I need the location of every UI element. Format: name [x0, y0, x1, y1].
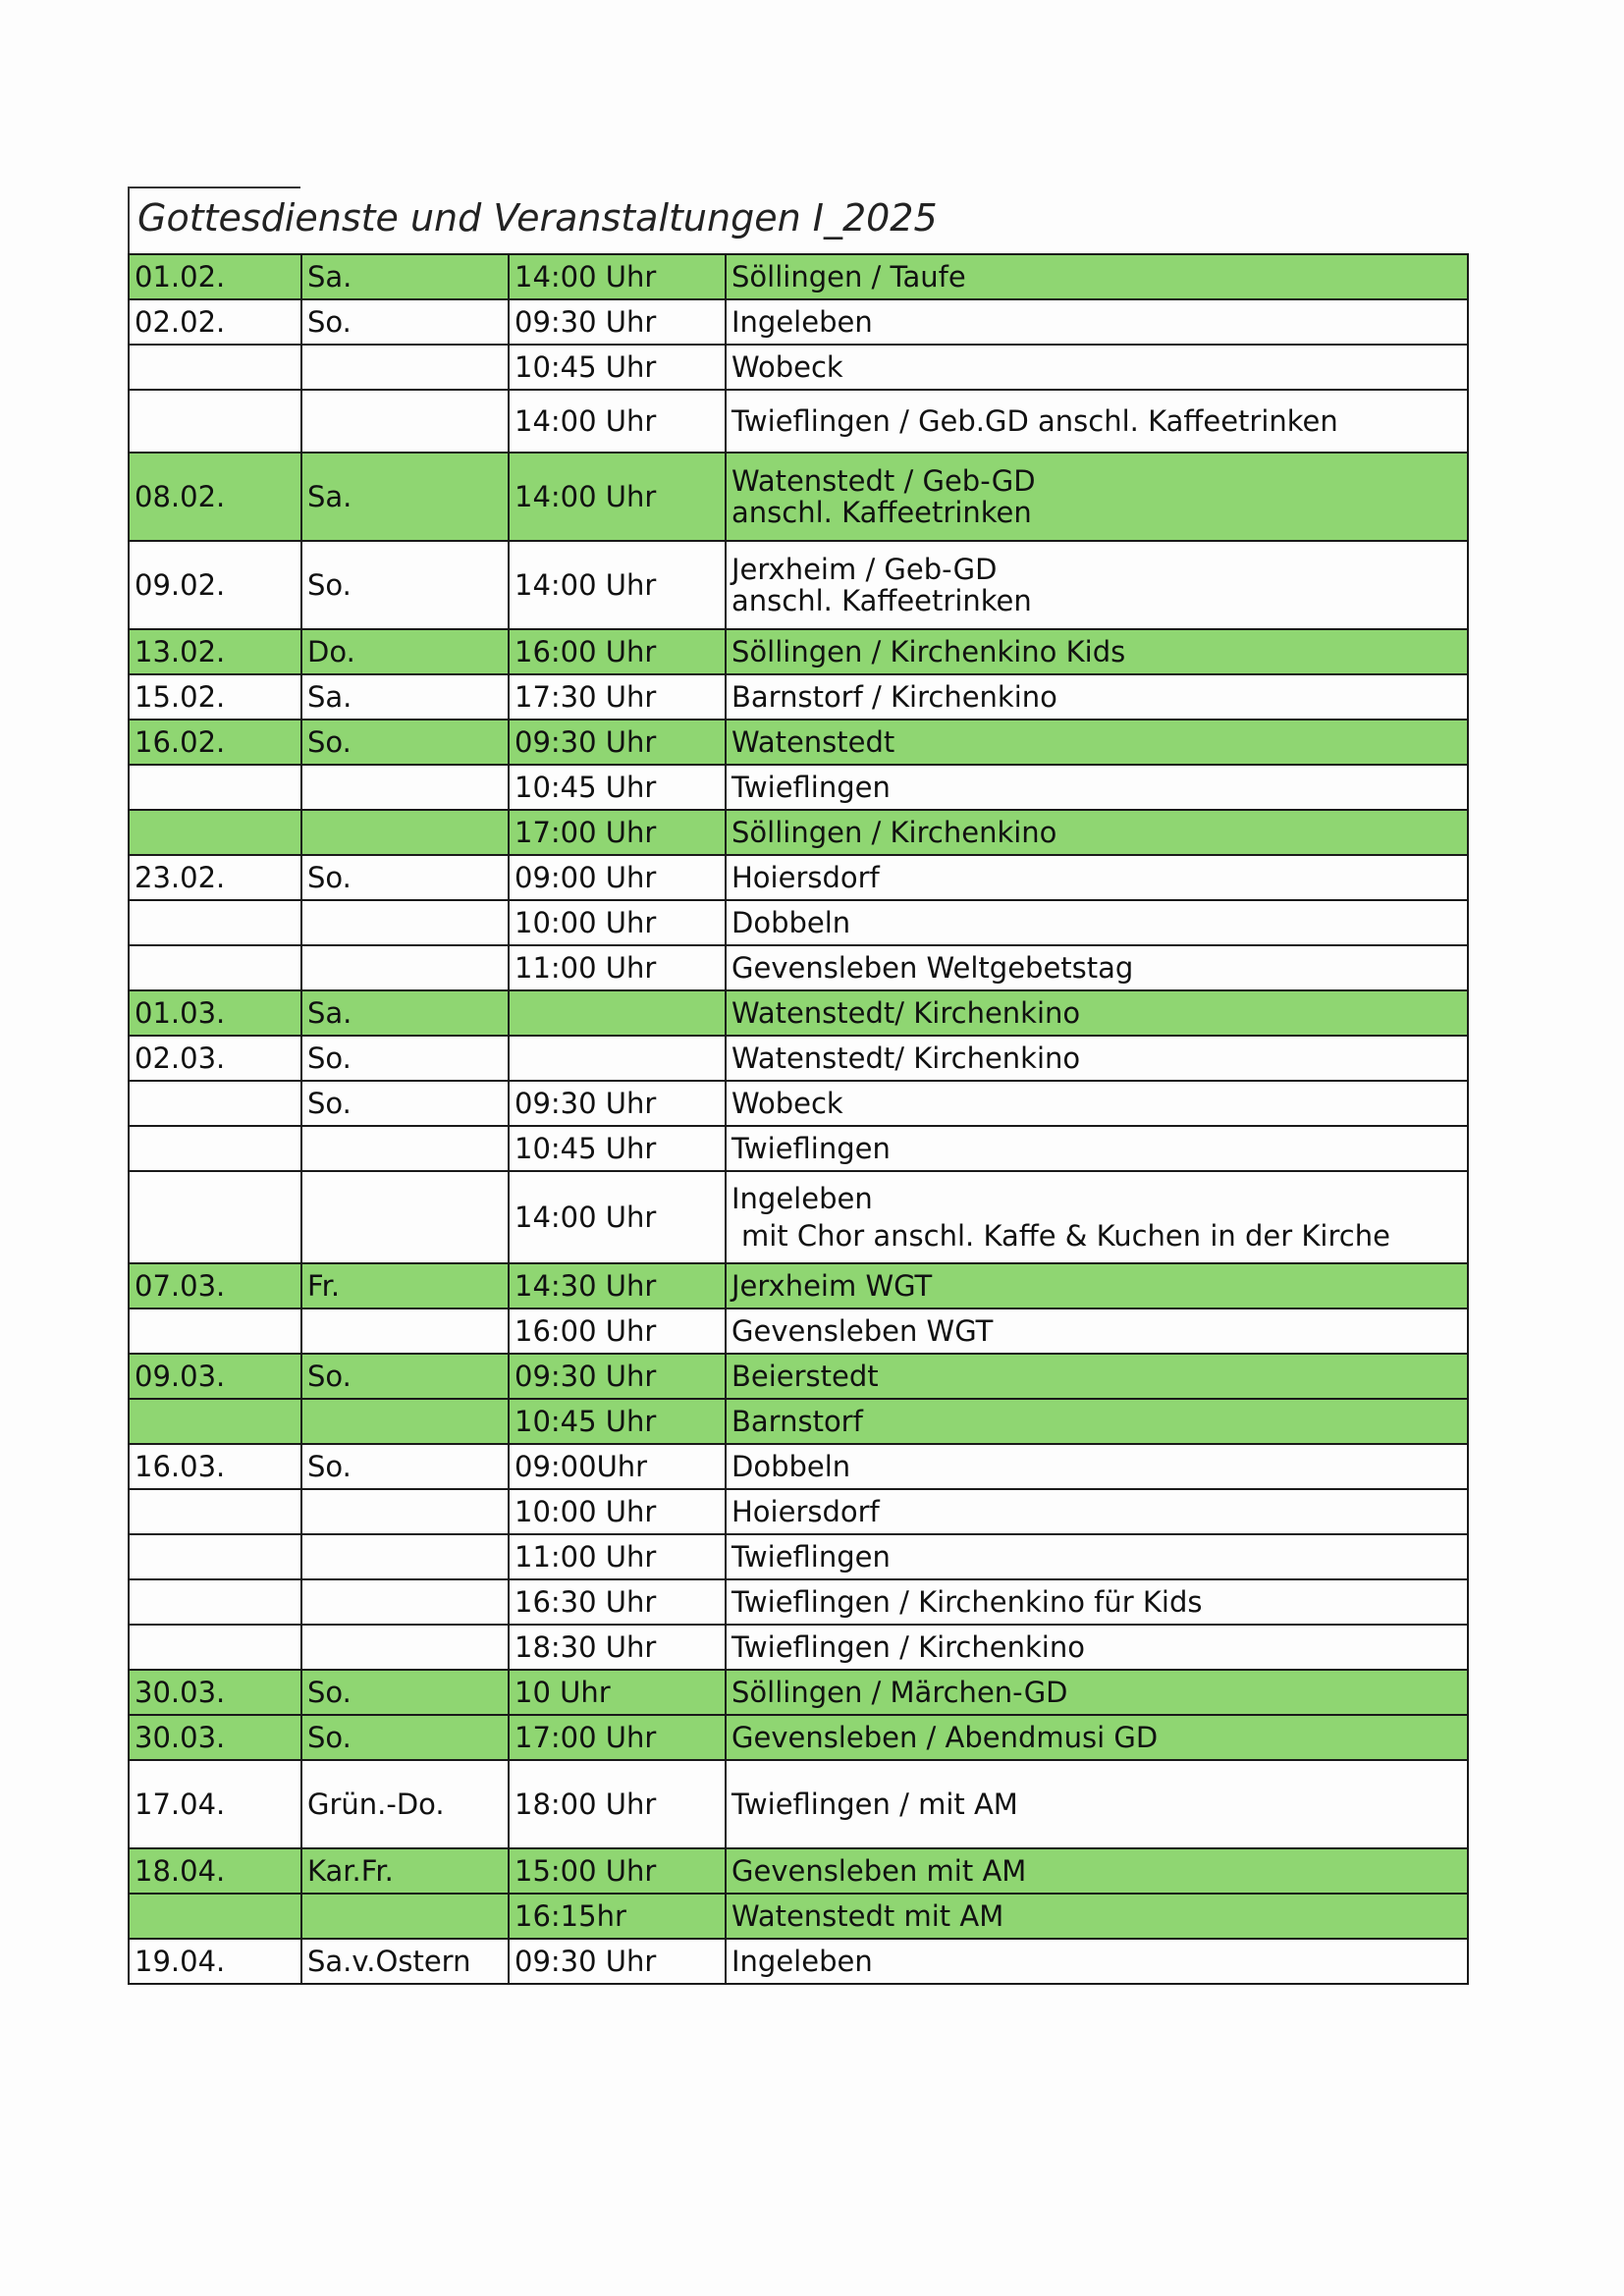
time-cell: 14:00 Uhr	[509, 1171, 726, 1263]
date-cell: 08.02.	[129, 453, 301, 541]
schedule-row	[129, 855, 1468, 900]
schedule-row	[129, 810, 1468, 855]
event-cell	[726, 1171, 1468, 1263]
day-cell	[301, 1894, 509, 1939]
schedule-row	[129, 1939, 1468, 1984]
schedule-row	[129, 299, 1468, 345]
event-cell	[726, 1036, 1468, 1081]
event-text: Hoiersdorf	[731, 860, 880, 894]
day-cell: So.	[301, 299, 509, 345]
schedule-row	[129, 390, 1468, 453]
event-text: Twieflingen	[731, 1131, 891, 1165]
day-cell	[301, 1399, 509, 1444]
date-cell: 19.04.	[129, 1939, 301, 1984]
date-cell	[129, 765, 301, 810]
time-cell: 10:00 Uhr	[509, 900, 726, 945]
event-cell	[726, 1670, 1468, 1715]
schedule-row	[129, 1534, 1468, 1579]
time-cell: 18:00 Uhr	[509, 1760, 726, 1848]
time-cell: 18:30 Uhr	[509, 1625, 726, 1670]
event-cell	[726, 1939, 1468, 1984]
event-text: Twieflingen / mit AM	[731, 1787, 1018, 1821]
day-cell	[301, 345, 509, 390]
time-cell: 16:00 Uhr	[509, 1308, 726, 1354]
title-corner-line	[128, 187, 300, 188]
event-text: Barnstorf / Kirchenkino	[731, 679, 1057, 714]
event-cell	[726, 1894, 1468, 1939]
schedule-row	[129, 674, 1468, 720]
time-cell: 10:00 Uhr	[509, 1489, 726, 1534]
event-cell	[726, 1354, 1468, 1399]
schedule-body	[129, 254, 1468, 1984]
day-cell	[301, 1171, 509, 1263]
event-cell	[726, 1625, 1468, 1670]
schedule-row	[129, 1670, 1468, 1715]
date-cell: 09.03.	[129, 1354, 301, 1399]
event-cell	[726, 765, 1468, 810]
schedule-row	[129, 1625, 1468, 1670]
day-cell	[301, 1489, 509, 1534]
event-cell	[726, 1081, 1468, 1126]
event-cell	[726, 390, 1468, 453]
time-cell: 14:00 Uhr	[509, 541, 726, 629]
day-cell: Sa.	[301, 254, 509, 299]
time-cell: 09:00Uhr	[509, 1444, 726, 1489]
event-cell	[726, 541, 1468, 629]
time-cell: 17:30 Uhr	[509, 674, 726, 720]
event-text: Twieflingen	[731, 770, 891, 804]
time-cell: 11:00 Uhr	[509, 945, 726, 990]
date-cell	[129, 810, 301, 855]
time-cell: 09:30 Uhr	[509, 1081, 726, 1126]
time-cell: 10 Uhr	[509, 1670, 726, 1715]
date-cell: 23.02.	[129, 855, 301, 900]
date-cell	[129, 1489, 301, 1534]
schedule-row	[129, 1894, 1468, 1939]
event-cell	[726, 1399, 1468, 1444]
date-cell: 16.02.	[129, 720, 301, 765]
time-cell: 09:30 Uhr	[509, 299, 726, 345]
day-cell: Do.	[301, 629, 509, 674]
day-cell: So.	[301, 1036, 509, 1081]
schedule-row	[129, 1760, 1468, 1848]
time-cell: 11:00 Uhr	[509, 1534, 726, 1579]
schedule-row	[129, 1444, 1468, 1489]
day-cell	[301, 1308, 509, 1354]
time-cell: 09:00 Uhr	[509, 855, 726, 900]
event-text: Hoiersdorf	[731, 1494, 880, 1528]
time-cell: 14:30 Uhr	[509, 1263, 726, 1308]
time-cell: 10:45 Uhr	[509, 765, 726, 810]
event-cell	[726, 1534, 1468, 1579]
event-text: Twieflingen / Geb.GD anschl. Kaffeetrinken	[731, 403, 1338, 438]
date-cell: 01.02.	[129, 254, 301, 299]
event-cell	[726, 1308, 1468, 1354]
event-text: Gevensleben WGT	[731, 1313, 994, 1348]
date-cell: 01.03.	[129, 990, 301, 1036]
date-cell	[129, 1171, 301, 1263]
schedule-row	[129, 990, 1468, 1036]
event-text: Wobeck	[731, 1086, 843, 1120]
schedule-row	[129, 1715, 1468, 1760]
event-text: Twieflingen / Kirchenkino für Kids	[731, 1584, 1203, 1619]
event-cell	[726, 855, 1468, 900]
date-cell	[129, 1534, 301, 1579]
date-cell	[129, 1579, 301, 1625]
event-cell	[726, 1848, 1468, 1894]
event-cell	[726, 1489, 1468, 1534]
schedule-row	[129, 720, 1468, 765]
date-cell	[129, 1625, 301, 1670]
event-cell	[726, 629, 1468, 674]
event-cell	[726, 720, 1468, 765]
date-cell: 16.03.	[129, 1444, 301, 1489]
event-cell	[726, 900, 1468, 945]
date-cell	[129, 945, 301, 990]
schedule-row	[129, 1579, 1468, 1625]
event-text: Gevensleben / Abendmusi GD	[731, 1720, 1159, 1754]
event-cell	[726, 1263, 1468, 1308]
time-cell: 09:30 Uhr	[509, 1354, 726, 1399]
day-cell: So.	[301, 1354, 509, 1399]
date-cell	[129, 1081, 301, 1126]
date-cell	[129, 1308, 301, 1354]
date-cell	[129, 390, 301, 453]
time-cell: 10:45 Uhr	[509, 1126, 726, 1171]
time-cell: 14:00 Uhr	[509, 453, 726, 541]
event-text: Dobbeln	[731, 905, 851, 939]
event-text: Watenstedt/ Kirchenkino	[731, 995, 1081, 1030]
event-cell	[726, 254, 1468, 299]
event-text: Ingeleben	[731, 304, 873, 339]
day-cell	[301, 1579, 509, 1625]
event-text: Watenstedt / Geb-GD	[731, 463, 1036, 498]
schedule-row	[129, 345, 1468, 390]
event-text-line2: anschl. Kaffeetrinken	[731, 496, 1032, 529]
event-text: Dobbeln	[731, 1449, 851, 1483]
event-text: Twieflingen / Kirchenkino	[731, 1629, 1085, 1664]
event-cell	[726, 810, 1468, 855]
day-cell: Kar.Fr.	[301, 1848, 509, 1894]
schedule-row	[129, 1081, 1468, 1126]
day-cell: So.	[301, 1670, 509, 1715]
event-cell	[726, 1715, 1468, 1760]
date-cell: 15.02.	[129, 674, 301, 720]
schedule-row	[129, 1489, 1468, 1534]
event-text: Söllingen / Taufe	[731, 259, 966, 294]
day-cell: Sa.	[301, 674, 509, 720]
event-text: Watenstedt	[731, 724, 895, 759]
date-cell	[129, 1399, 301, 1444]
event-cell	[726, 345, 1468, 390]
day-cell: Sa.v.Ostern	[301, 1939, 509, 1984]
date-cell	[129, 1126, 301, 1171]
day-cell: So.	[301, 541, 509, 629]
time-cell: 17:00 Uhr	[509, 810, 726, 855]
time-cell: 09:30 Uhr	[509, 720, 726, 765]
day-cell	[301, 390, 509, 453]
event-cell	[726, 1126, 1468, 1171]
event-cell	[726, 299, 1468, 345]
day-cell	[301, 945, 509, 990]
schedule-row	[129, 629, 1468, 674]
day-cell: So.	[301, 720, 509, 765]
schedule-row	[129, 900, 1468, 945]
date-cell	[129, 900, 301, 945]
day-cell: Fr.	[301, 1263, 509, 1308]
schedule-table	[128, 253, 1469, 1985]
event-text: Beierstedt	[731, 1359, 879, 1393]
date-cell: 18.04.	[129, 1848, 301, 1894]
date-cell: 02.02.	[129, 299, 301, 345]
time-cell: 10:45 Uhr	[509, 1399, 726, 1444]
time-cell: 17:00 Uhr	[509, 1715, 726, 1760]
schedule-row	[129, 1399, 1468, 1444]
day-cell	[301, 1534, 509, 1579]
title-corner-line	[128, 187, 130, 253]
day-cell	[301, 1126, 509, 1171]
time-cell: 14:00 Uhr	[509, 390, 726, 453]
event-text: Ingeleben	[731, 1181, 873, 1215]
event-text: Wobeck	[731, 349, 843, 384]
time-cell: 09:30 Uhr	[509, 1939, 726, 1984]
date-cell	[129, 345, 301, 390]
day-cell	[301, 810, 509, 855]
event-cell	[726, 674, 1468, 720]
schedule-row	[129, 1848, 1468, 1894]
schedule-row	[129, 1036, 1468, 1081]
time-cell: 16:15hr	[509, 1894, 726, 1939]
schedule-row	[129, 765, 1468, 810]
event-text: Watenstedt/ Kirchenkino	[731, 1041, 1081, 1075]
date-cell: 09.02.	[129, 541, 301, 629]
date-cell: 30.03.	[129, 1670, 301, 1715]
time-cell: 10:45 Uhr	[509, 345, 726, 390]
event-text: Twieflingen	[731, 1539, 891, 1574]
event-text-line2: mit Chor anschl. Kaffe & Kuchen in der Kirche	[741, 1219, 1390, 1253]
day-cell: So.	[301, 1081, 509, 1126]
schedule-row	[129, 1263, 1468, 1308]
event-text: Gevensleben mit AM	[731, 1853, 1027, 1888]
event-cell	[726, 990, 1468, 1036]
schedule-row	[129, 1354, 1468, 1399]
date-cell: 13.02.	[129, 629, 301, 674]
event-cell	[726, 945, 1468, 990]
time-cell: 15:00 Uhr	[509, 1848, 726, 1894]
event-cell	[726, 1760, 1468, 1848]
schedule-row	[129, 1126, 1468, 1171]
schedule-row	[129, 453, 1468, 541]
date-cell: 30.03.	[129, 1715, 301, 1760]
event-text: Söllingen / Kirchenkino	[731, 815, 1057, 849]
event-text: Ingeleben	[731, 1944, 873, 1978]
schedule-row	[129, 541, 1468, 629]
date-cell: 07.03.	[129, 1263, 301, 1308]
schedule-row	[129, 945, 1468, 990]
event-cell	[726, 1444, 1468, 1489]
event-text: Jerxheim / Geb-GD	[731, 552, 998, 586]
event-text: Jerxheim WGT	[731, 1268, 933, 1303]
time-cell	[509, 990, 726, 1036]
day-cell: Sa.	[301, 990, 509, 1036]
time-cell: 16:30 Uhr	[509, 1579, 726, 1625]
day-cell: Sa.	[301, 453, 509, 541]
schedule-row	[129, 1171, 1468, 1263]
page-title: Gottesdienste und Veranstaltungen I_2025	[137, 196, 938, 240]
time-cell	[509, 1036, 726, 1081]
date-cell: 02.03.	[129, 1036, 301, 1081]
event-cell	[726, 1579, 1468, 1625]
event-text: Barnstorf	[731, 1404, 863, 1438]
day-cell	[301, 900, 509, 945]
event-text: Watenstedt mit AM	[731, 1898, 1004, 1933]
event-cell	[726, 453, 1468, 541]
day-cell	[301, 765, 509, 810]
time-cell: 16:00 Uhr	[509, 629, 726, 674]
event-text: Söllingen / Kirchenkino Kids	[731, 634, 1126, 668]
event-text: Gevensleben Weltgebetstag	[731, 950, 1134, 985]
date-cell	[129, 1894, 301, 1939]
day-cell	[301, 1625, 509, 1670]
date-cell: 17.04.	[129, 1760, 301, 1848]
day-cell: So.	[301, 1715, 509, 1760]
event-text: Söllingen / Märchen-GD	[731, 1675, 1068, 1709]
day-cell: So.	[301, 855, 509, 900]
day-cell: Grün.-Do.	[301, 1760, 509, 1848]
day-cell: So.	[301, 1444, 509, 1489]
schedule-row	[129, 254, 1468, 299]
event-text-line2: anschl. Kaffeetrinken	[731, 584, 1032, 617]
time-cell: 14:00 Uhr	[509, 254, 726, 299]
title-box	[128, 187, 1467, 253]
schedule-row	[129, 1308, 1468, 1354]
